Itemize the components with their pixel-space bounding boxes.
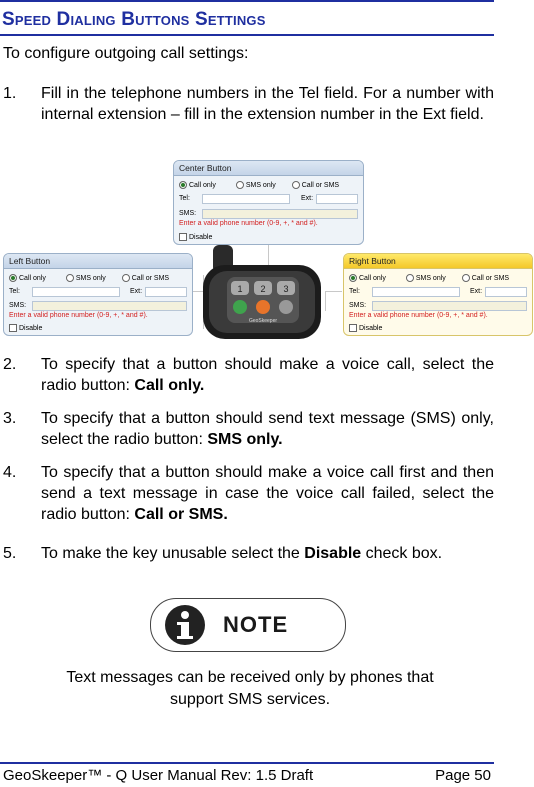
step-text-after: check box. [361,545,443,562]
sms-label: SMS: [9,302,27,309]
step-bold: Call only. [134,377,205,394]
footer-doc-title: GeoSkeeper™ - Q User Manual Rev: 1.5 Draft [3,767,314,784]
end-key-icon [279,300,293,314]
sms-only-radio[interactable] [236,181,244,189]
radio-label: Call or SMS [131,275,170,282]
step-text: To specify that a button should make a voice call, select the radio button: [41,356,494,394]
list-item [0,83,494,146]
note-label: NOTE [223,612,289,637]
sms-input[interactable] [202,209,358,219]
sms-label: SMS: [349,302,367,309]
list-item [0,408,494,450]
tel-input[interactable] [372,287,460,297]
step-number: 3. [3,410,17,427]
call-or-sms-radio[interactable] [292,181,300,189]
step-bold: SMS only. [207,431,283,448]
list-item [0,354,494,396]
disable-checkbox[interactable] [349,324,357,332]
step-number: 1. [3,85,17,102]
ext-label: Ext: [470,288,483,295]
error-text: Enter a valid phone number (0-9, +, * and #). [349,312,488,319]
panel-title: Center Button [174,161,363,176]
device-key-1-label: 1 [237,284,243,294]
ext-input[interactable] [145,287,187,297]
center-button-panel [173,160,364,245]
call-only-radio[interactable] [349,274,357,282]
step-text: To specify that a button should make a voice call first and then send a text message in case the voice call failed, select the radio button: [41,464,494,523]
ext-label: Ext: [130,288,143,295]
step-bold: Call or SMS. [134,506,228,523]
step-number: 2. [3,356,17,373]
disable-checkbox[interactable] [179,233,187,241]
section-title: Speed Dialing Buttons Settings [2,9,266,30]
device-key-3-label: 3 [283,284,289,294]
disable-label: Disable [359,325,383,332]
sos-key-icon [256,300,270,314]
section-header [0,0,494,36]
panel-title: Right Button [344,254,532,269]
device-illustration [199,243,329,343]
step-text: To specify that a button should send text message (SMS) only, select the radio button: [41,410,494,448]
call-only-radio[interactable] [179,181,187,189]
list-item [0,543,494,585]
sms-only-radio[interactable] [66,274,74,282]
tel-label: Tel: [9,288,20,295]
panel-title: Left Button [4,254,192,269]
note-text: Text messages can be received only by phones that support SMS services. [66,669,434,708]
tel-input[interactable] [202,194,290,204]
call-key-icon [233,300,247,314]
sms-only-radio[interactable] [406,274,414,282]
intro-text: To configure outgoing call settings: [3,45,249,62]
tel-label: Tel: [349,288,360,295]
radio-label: Call or SMS [471,275,510,282]
radio-label: SMS only [415,275,446,282]
tel-input[interactable] [32,287,120,297]
disable-label: Disable [19,325,43,332]
step-text: To make the key unusable select the [41,545,305,562]
radio-label: Call only [189,182,216,189]
call-or-sms-radio[interactable] [462,274,470,282]
info-icon [165,605,205,645]
radio-label: SMS only [245,182,276,189]
step-text: Fill in the telephone numbers in the Tel field. For a number with internal extension – fill in the extension number in the Ext field. [41,85,494,123]
radio-label: Call or SMS [301,182,340,189]
ext-input[interactable] [485,287,527,297]
radio-label: Call only [359,275,386,282]
step-number: 5. [3,545,17,562]
left-button-panel [3,253,193,336]
call-only-radio[interactable] [9,274,17,282]
ext-input[interactable] [316,194,358,204]
sms-label: SMS: [179,210,197,217]
list-item [0,462,494,525]
speed-dial-figure [0,157,534,341]
device-brand: GeoSkeeper [248,318,278,324]
radio-label: Call only [19,275,46,282]
disable-checkbox[interactable] [9,324,17,332]
footer-page-number: Page 50 [435,767,491,784]
error-text: Enter a valid phone number (0-9, +, * and #). [9,312,148,319]
disable-label: Disable [189,234,213,241]
radio-label: SMS only [75,275,106,282]
step-number: 4. [3,464,17,481]
error-text: Enter a valid phone number (0-9, +, * and #). [179,220,318,227]
note-badge [150,598,346,652]
call-or-sms-radio[interactable] [122,274,130,282]
tel-label: Tel: [179,195,190,202]
page-footer [0,762,494,787]
device-key-2-label: 2 [260,284,266,294]
right-button-panel [343,253,533,336]
sms-input[interactable] [32,301,187,311]
sms-input[interactable] [372,301,527,311]
step-bold: Disable [304,545,362,562]
ext-label: Ext: [301,195,314,202]
